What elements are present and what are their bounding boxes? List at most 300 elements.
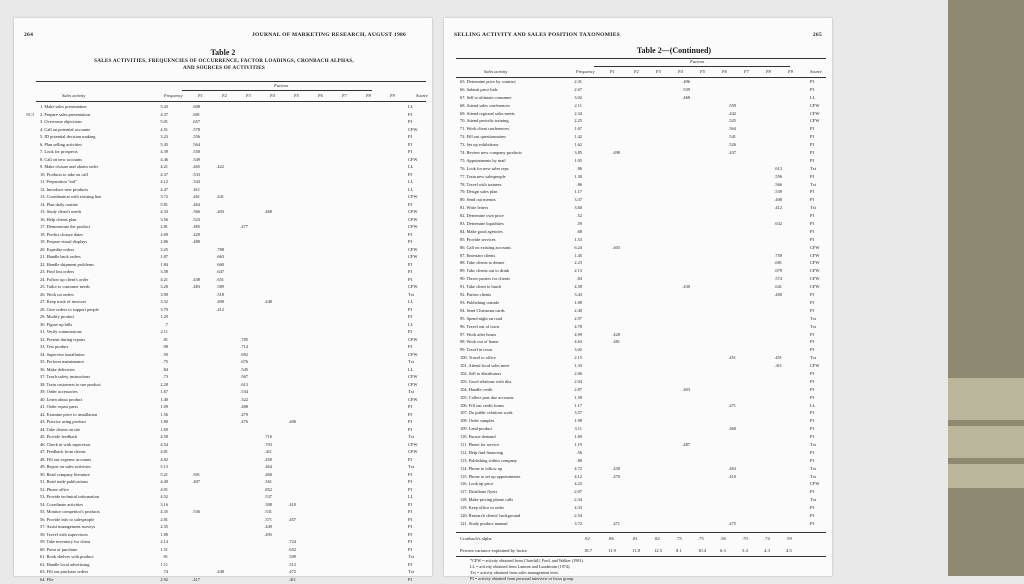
- table-row: [456, 260, 826, 268]
- activity-cell: 31. Verify commissions: [40, 329, 154, 334]
- table-row: [26, 112, 426, 120]
- frequency-cell: 2.34: [566, 111, 582, 116]
- loading-cell: .652: [282, 547, 296, 552]
- running-head: [14, 32, 432, 42]
- table-row: [456, 142, 826, 150]
- source-cell: PI: [810, 292, 826, 297]
- frequency-cell: .91: [152, 554, 168, 559]
- side-decoration-strip: [948, 0, 1024, 576]
- table-row: [26, 269, 426, 277]
- table-row: [26, 284, 426, 292]
- activity-cell: 6. Plan selling activities: [40, 142, 154, 147]
- source-cell: CFW: [810, 111, 826, 116]
- frequency-cell: 2.35: [152, 524, 168, 529]
- activity-cell: 28. Give orders to support people: [40, 307, 154, 312]
- table-row: [456, 403, 826, 411]
- column-header: F8: [766, 69, 771, 74]
- frequency-cell: 1.40: [152, 397, 168, 402]
- loading-cell: .539: [676, 87, 690, 92]
- loading-cell: .703: [258, 442, 272, 447]
- table-row: [26, 157, 426, 165]
- source-cell: CFW: [408, 209, 426, 214]
- source-cell: PI: [810, 174, 826, 179]
- activity-cell: 74. Review new company products: [460, 150, 564, 155]
- loading-cell: .512: [282, 562, 296, 567]
- activity-cell: 85. Provide services: [460, 237, 564, 242]
- activity-cell: 7. Look for prospects: [40, 149, 154, 154]
- loading-cell: .566: [186, 209, 200, 214]
- activity-cell: 101. Attend local sales meet: [460, 363, 564, 368]
- loading-cell: .537: [258, 494, 272, 499]
- side-decoration-block: [948, 426, 1024, 458]
- source-cell: PI: [408, 487, 426, 492]
- table-row: [26, 547, 426, 555]
- loading-cell: .496: [676, 79, 690, 84]
- frequency-cell: 3.20: [152, 284, 168, 289]
- frequency-cell: 2.81: [152, 224, 168, 229]
- loading-cell: .545: [234, 367, 248, 372]
- table-row: [26, 232, 426, 240]
- source-cell: PI: [408, 149, 426, 154]
- frequency-cell: 4.58: [566, 284, 582, 289]
- frequency-cell: 1.05: [566, 158, 582, 163]
- source-cell: PI: [408, 172, 426, 177]
- frequency-cell: 2.07: [566, 489, 582, 494]
- frequency-cell: 2.86: [152, 239, 168, 244]
- table-row: [26, 247, 426, 255]
- factors-label: Factors: [690, 59, 704, 64]
- activity-cell: 113. Publishing within company: [460, 458, 564, 463]
- source-cell: CFW: [810, 363, 826, 368]
- loading-cell: .647: [210, 269, 224, 274]
- loading-cell: .632: [768, 221, 782, 226]
- loading-cell: .465: [186, 164, 200, 169]
- frequency-cell: 4.52: [152, 494, 168, 499]
- source-cell: Txt: [810, 466, 826, 471]
- table-row: [26, 524, 426, 532]
- activity-cell: 112. Help find financing: [460, 450, 564, 455]
- source-cell: CFW: [810, 260, 826, 265]
- frequency-cell: 2.97: [566, 316, 582, 321]
- table-row: [456, 292, 826, 300]
- source-cell: PI: [408, 502, 426, 507]
- loading-cell: .411: [282, 577, 296, 582]
- activity-cell: 106. Fill out credit forms: [460, 403, 564, 408]
- activity-cell: 2. Prepare sales presentation: [40, 112, 154, 117]
- frequency-cell: 5.81: [152, 202, 168, 207]
- frequency-cell: .7: [152, 322, 168, 327]
- frequency-cell: 2.11: [152, 329, 168, 334]
- frequency-cell: 1.69: [152, 427, 168, 432]
- source-cell: Txt: [408, 389, 426, 394]
- alpha-value: .75: [698, 536, 704, 541]
- frequency-cell: .59: [152, 352, 168, 357]
- loading-cell: .651: [210, 277, 224, 282]
- loading-cell: .543: [186, 179, 200, 184]
- source-cell: PI: [408, 577, 426, 582]
- loading-cell: .498: [606, 150, 620, 155]
- activity-cell: 79. Design sales plan: [460, 189, 564, 194]
- table-row: [26, 307, 426, 315]
- table-row: [26, 374, 426, 382]
- table-top-rule: [456, 58, 826, 59]
- footnotes: [470, 558, 584, 582]
- table-row: [456, 205, 826, 213]
- loading-cell: .501: [186, 472, 200, 477]
- source-cell: PI: [810, 150, 826, 155]
- table-row: [26, 442, 426, 450]
- source-cell: Txt: [408, 569, 426, 574]
- summary-rule: [456, 532, 826, 533]
- source-cell: CFW: [810, 481, 826, 486]
- frequency-cell: 4.72: [566, 466, 582, 471]
- activity-cell: 52. Phone office: [40, 487, 154, 492]
- loading-cell: .480: [186, 239, 200, 244]
- source-cell: PI: [408, 134, 426, 139]
- table-row: [26, 472, 426, 480]
- loading-cell: .788: [210, 247, 224, 252]
- source-cell: PI: [810, 221, 826, 226]
- loading-cell: .412: [210, 307, 224, 312]
- frequency-cell: 1.67: [152, 389, 168, 394]
- loading-cell: .412: [768, 205, 782, 210]
- activity-cell: 53. Provide technical information: [40, 494, 154, 499]
- loading-cell: .442: [722, 111, 736, 116]
- frequency-cell: 3.98: [152, 292, 168, 297]
- source-cell: CFW: [408, 284, 426, 289]
- source-cell: PI: [408, 509, 426, 514]
- activity-cell: 100. Travel to office: [460, 355, 564, 360]
- activity-cell: 35. Perform maintenance: [40, 359, 154, 364]
- table-row: [26, 539, 426, 547]
- loading-cell: .509: [282, 554, 296, 559]
- source-cell: PI: [810, 213, 826, 218]
- table-row: [26, 389, 426, 397]
- frequency-cell: 2.25: [566, 118, 582, 123]
- factors-label: Factors: [274, 83, 288, 88]
- activity-cell: 47. Feedback from clients: [40, 449, 154, 454]
- frequency-cell: .68: [566, 229, 582, 234]
- loading-cell: .411: [768, 363, 782, 368]
- frequency-cell: 1.30: [566, 174, 582, 179]
- source-cell: PI: [810, 126, 826, 131]
- table-row: [26, 337, 426, 345]
- activity-cell: 14. Plan daily routine: [40, 202, 154, 207]
- alpha-value: .86: [608, 536, 614, 541]
- loading-cell: .468: [676, 95, 690, 100]
- frequency-cell: 2.28: [152, 382, 168, 387]
- frequency-cell: 1.88: [152, 532, 168, 537]
- frequency-cell: 4.58: [152, 434, 168, 439]
- activity-cell: 30. Figure up bills: [40, 322, 154, 327]
- alpha-value: .92: [584, 536, 590, 541]
- source-cell: PI: [408, 532, 426, 537]
- table-title: Table 2—(Continued): [534, 46, 814, 55]
- source-cell: PI: [408, 524, 426, 529]
- loading-cell: .613: [768, 166, 782, 171]
- table-row: [26, 194, 426, 202]
- column-header: Sales activity: [62, 93, 85, 98]
- table-row: [456, 426, 826, 434]
- source-cell: CFW: [408, 374, 426, 379]
- source-cell: CFW: [408, 217, 426, 222]
- variance-value: 12.5: [654, 548, 662, 553]
- header-rule: [36, 101, 426, 102]
- loading-cell: .429: [186, 232, 200, 237]
- loading-cell: .676: [234, 359, 248, 364]
- table-row: [456, 324, 826, 332]
- frequency-cell: 3.32: [152, 299, 168, 304]
- source-cell: CFW: [810, 245, 826, 250]
- table-row: [26, 382, 426, 390]
- activity-cell: 94. Send Christmas cards: [460, 308, 564, 313]
- table-row: [456, 363, 826, 371]
- column-header: F9: [390, 93, 395, 98]
- table-row: [456, 434, 826, 442]
- frequency-cell: 5.21: [152, 472, 168, 477]
- activity-cell: 86. Call on existing accounts: [460, 245, 564, 250]
- column-header: F4: [678, 69, 683, 74]
- frequency-cell: 1.56: [152, 412, 168, 417]
- activity-cell: 67. Sell to ultimate consumer: [460, 95, 564, 100]
- source-cell: PI: [810, 371, 826, 376]
- table-row: [456, 371, 826, 379]
- source-cell: CFW: [408, 397, 426, 402]
- table-row: [26, 224, 426, 232]
- activity-cell: 20. Expedite orders: [40, 247, 154, 252]
- handwritten-annotation: NC3: [26, 112, 38, 117]
- frequency-cell: 2.92: [152, 577, 168, 582]
- frequency-cell: 1.42: [566, 134, 582, 139]
- activity-cell: 64. File: [40, 577, 154, 582]
- source-cell: LL: [810, 403, 826, 408]
- frequency-cell: 3.02: [566, 347, 582, 352]
- frequency-cell: 3.79: [152, 307, 168, 312]
- table-row: [26, 217, 426, 225]
- loading-cell: .437: [722, 150, 736, 155]
- loading-cell: .479: [234, 412, 248, 417]
- table-row: [456, 410, 826, 418]
- loading-cell: .488: [234, 404, 248, 409]
- loading-cell: .559: [722, 103, 736, 108]
- frequency-cell: 2.87: [566, 387, 582, 392]
- loading-cell: .785: [234, 337, 248, 342]
- column-header: F4: [270, 93, 275, 98]
- source-cell: PI: [408, 142, 426, 147]
- frequency-cell: 2.14: [152, 539, 168, 544]
- frequency-cell: .73: [152, 374, 168, 379]
- table-title: Table 2: [14, 48, 432, 57]
- frequency-cell: 3.43: [566, 292, 582, 297]
- source-cell: LL: [408, 179, 426, 184]
- activity-cell: 25. Tailor to customer needs: [40, 284, 154, 289]
- activity-cell: 57. Assist management surveys: [40, 524, 154, 529]
- frequency-cell: 1.08: [566, 300, 582, 305]
- loading-cell: .403: [210, 209, 224, 214]
- table-row: [26, 172, 426, 180]
- activity-cell: 92. Parties clients: [460, 292, 564, 297]
- source-cell: PI: [810, 197, 826, 202]
- table-row: [456, 245, 826, 253]
- loading-cell: .567: [234, 374, 248, 379]
- source-cell: LL: [408, 104, 426, 109]
- frequency-cell: .98: [152, 344, 168, 349]
- loading-cell: .461: [186, 194, 200, 199]
- activity-cell: 119. Keep office in order: [460, 505, 564, 510]
- source-cell: CFW: [408, 194, 426, 199]
- table-row: [26, 427, 426, 435]
- activity-cell: 80. Send out memos: [460, 197, 564, 202]
- table-row: [456, 189, 826, 197]
- source-cell: PI: [408, 202, 426, 207]
- frequency-cell: 4.82: [152, 457, 168, 462]
- frequency-cell: 3.23: [152, 134, 168, 139]
- source-cell: PI: [810, 521, 826, 526]
- frequency-cell: 3.60: [566, 205, 582, 210]
- table-row: [456, 497, 826, 505]
- variance-value: 4.3: [764, 548, 770, 553]
- source-cell: CFW: [810, 103, 826, 108]
- source-cell: PI: [810, 387, 826, 392]
- frequency-cell: 2.31: [566, 79, 582, 84]
- variance-value: 8.1: [676, 548, 682, 553]
- frequency-cell: 6.24: [566, 245, 582, 250]
- table-row: [26, 314, 426, 322]
- column-header: Frequency: [576, 69, 595, 74]
- activity-cell: 16. Help clients plan: [40, 217, 154, 222]
- frequency-cell: 4.46: [152, 157, 168, 162]
- right-page: [444, 18, 832, 576]
- frequency-cell: 3.37: [566, 197, 582, 202]
- table-row: [456, 395, 826, 403]
- source-cell: PI: [408, 307, 426, 312]
- source-cell: CFW: [408, 247, 426, 252]
- activity-cell: 49. Report on sales activities: [40, 464, 154, 469]
- source-cell: PI: [408, 277, 426, 282]
- factors-rule: [594, 66, 790, 67]
- loading-cell: .561: [258, 479, 272, 484]
- header-rule: [456, 77, 826, 78]
- journal-title: SELLING ACTIVITY AND SALES POSITION TAXONOMIES: [454, 32, 620, 38]
- source-cell: LL: [408, 299, 426, 304]
- activity-cell: 11. Preparation "aid": [40, 179, 154, 184]
- loading-cell: .660: [210, 262, 224, 267]
- frequency-cell: 2.15: [566, 355, 582, 360]
- table-row: [456, 466, 826, 474]
- frequency-cell: .84: [152, 367, 168, 372]
- activity-cell: 77. Train new salespeople: [460, 174, 564, 179]
- column-header: F1: [198, 93, 203, 98]
- column-header: F7: [744, 69, 749, 74]
- activity-cell: 81. Write letters: [460, 205, 564, 210]
- frequency-cell: 2.81: [152, 517, 168, 522]
- activity-cell: 15. Study client's needs: [40, 209, 154, 214]
- source-cell: PI: [810, 426, 826, 431]
- activity-cell: 87. Entertain clients: [460, 253, 564, 258]
- frequency-cell: 3.16: [152, 502, 168, 507]
- activity-cell: 104. Handle credit: [460, 387, 564, 392]
- loading-cell: .536: [186, 509, 200, 514]
- frequency-cell: 3.72: [566, 521, 582, 526]
- frequency-cell: 4.54: [152, 442, 168, 447]
- source-cell: PI: [810, 339, 826, 344]
- activity-cell: 75. Appointments by mail: [460, 158, 564, 163]
- loading-cell: .457: [282, 517, 296, 522]
- activity-cell: 23. Find lost orders: [40, 269, 154, 274]
- table-row: [26, 562, 426, 570]
- alpha-value: .81: [632, 536, 638, 541]
- activity-cell: 78. Travel with trainees: [460, 182, 564, 187]
- loading-cell: .400: [768, 292, 782, 297]
- left-page: [14, 18, 432, 576]
- activity-cell: 32. Present during repairs: [40, 337, 154, 342]
- table-row: [26, 577, 426, 584]
- source-cell: CFW: [408, 254, 426, 259]
- frequency-cell: .74: [152, 569, 168, 574]
- loading-cell: .417: [186, 577, 200, 582]
- loading-cell: .448: [210, 569, 224, 574]
- column-header: F5: [700, 69, 705, 74]
- table-row: [456, 521, 826, 529]
- activity-cell: 54. Coordinate activities: [40, 502, 154, 507]
- frequency-cell: 1.17: [566, 189, 582, 194]
- table-row: [26, 554, 426, 562]
- table-row: [456, 308, 826, 316]
- frequency-cell: .81: [152, 337, 168, 342]
- loading-cell: .407: [186, 479, 200, 484]
- source-cell: PI: [810, 237, 826, 242]
- activity-cell: 93. Publishing outside: [460, 300, 564, 305]
- loading-cell: .534: [234, 389, 248, 394]
- activity-cell: 65. Determine price by contract: [460, 79, 564, 84]
- frequency-cell: 2.23: [566, 260, 582, 265]
- source-cell: PI: [408, 269, 426, 274]
- activity-cell: 66. Submit price bids: [460, 87, 564, 92]
- loading-cell: .460: [722, 426, 736, 431]
- column-header: F6: [722, 69, 727, 74]
- column-header: F6: [318, 93, 323, 98]
- table-row: [26, 344, 426, 352]
- frequency-cell: 4.47: [152, 187, 168, 192]
- alpha-value: .70: [742, 536, 748, 541]
- table-row: [26, 479, 426, 487]
- table-row: [26, 202, 426, 210]
- loading-cell: .525: [722, 118, 736, 123]
- source-cell: PI: [810, 229, 826, 234]
- table-row: [456, 316, 826, 324]
- table-row: [26, 127, 426, 135]
- loading-cell: .428: [606, 332, 620, 337]
- table-row: [26, 239, 426, 247]
- frequency-cell: 2.40: [566, 308, 582, 313]
- column-header: Source: [416, 93, 428, 98]
- activity-cell: 61. Book shelves with product: [40, 554, 154, 559]
- loading-cell: .476: [234, 419, 248, 424]
- loading-cell: .408: [768, 197, 782, 202]
- source-cell: PI: [408, 329, 426, 334]
- activity-cell: 45. Provide feedback: [40, 434, 154, 439]
- loading-cell: .485: [186, 224, 200, 229]
- activity-cell: 98. Work out of home: [460, 339, 564, 344]
- source-cell: PI: [408, 404, 426, 409]
- source-cell: PI: [810, 300, 826, 305]
- frequency-cell: 4.51: [152, 127, 168, 132]
- frequency-cell: 2.13: [566, 268, 582, 273]
- loading-cell: .463: [722, 466, 736, 471]
- frequency-cell: 3.56: [152, 217, 168, 222]
- activity-cell: 9. Make closure and obtain order: [40, 164, 154, 169]
- activity-cell: 13. Coordination with existing line: [40, 194, 154, 199]
